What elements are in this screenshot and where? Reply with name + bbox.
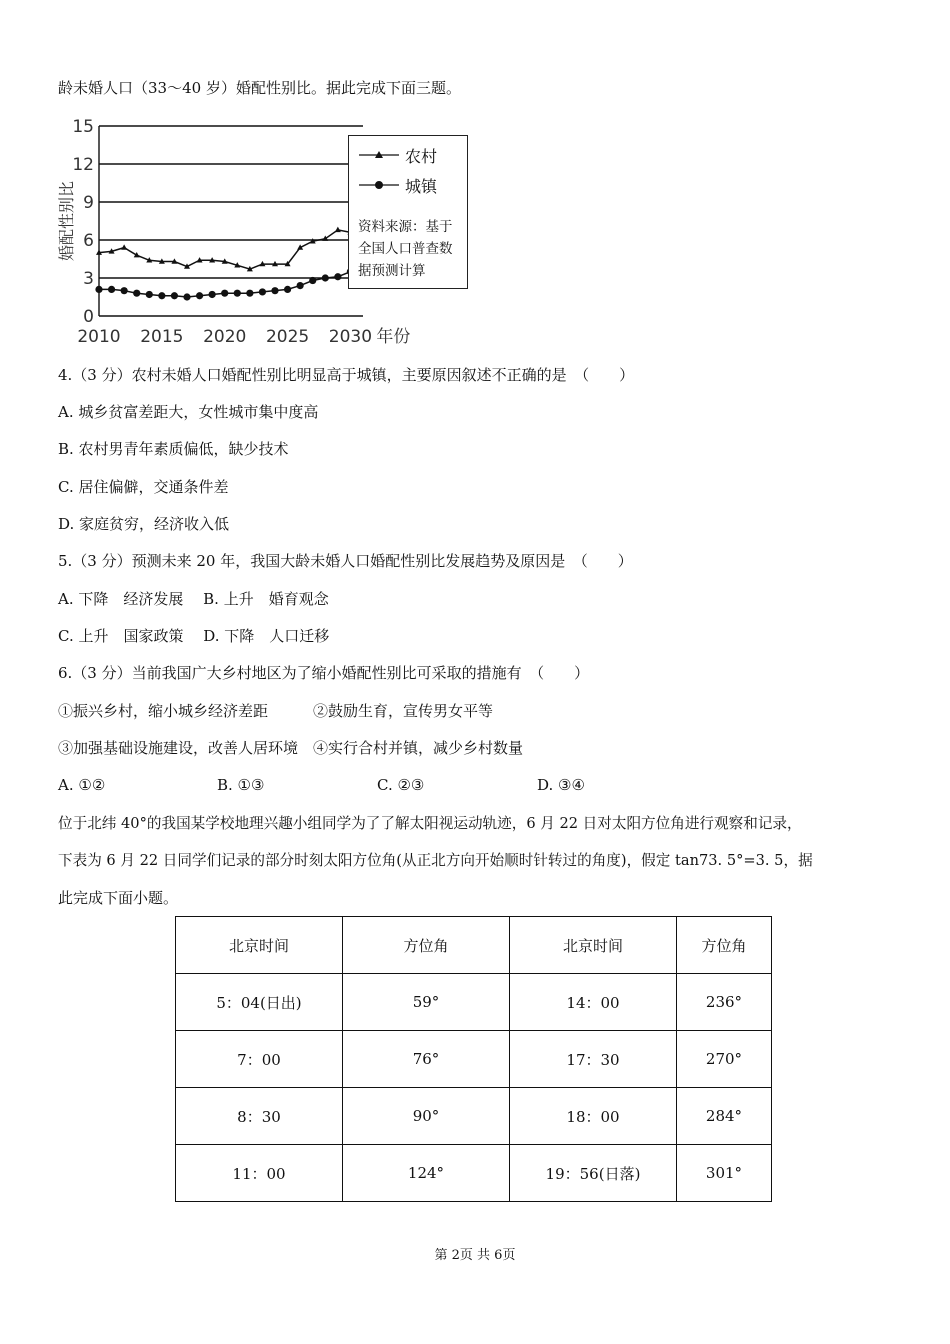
x-tick-label: 2015	[140, 327, 184, 347]
urban-data-point	[158, 292, 165, 299]
table-cell: 284°	[677, 1088, 772, 1145]
urban-data-point	[309, 277, 316, 284]
table-header-cell: 北京时间	[176, 917, 343, 974]
urban-data-point	[108, 286, 115, 293]
table-cell: 301°	[677, 1145, 772, 1202]
question-6-option-c: C. ②③	[377, 776, 425, 794]
urban-data-point	[334, 273, 341, 280]
legend-label-urban: 城镇	[405, 176, 438, 196]
table-row	[176, 1031, 772, 1088]
passage-line-3: 此完成下面小题。	[58, 889, 179, 907]
passage-line-2: 下表为 6 月 22 日同学们记录的部分时刻太阳方位角(从正北方向开始顺时针转过的角度)，假定 tan73. 5°=3. 5，据	[58, 852, 813, 869]
urban-data-point	[234, 290, 241, 297]
table-row	[176, 1088, 772, 1145]
sun-azimuth-table	[175, 916, 772, 1202]
question-6-option-b: B. ①③	[217, 776, 265, 794]
x-tick-label: 2020	[203, 327, 247, 347]
urban-data-point	[221, 290, 228, 297]
question-6-option-d: D. ③④	[537, 776, 585, 794]
table-cell: 59°	[343, 974, 510, 1031]
table-cell: 76°	[343, 1031, 510, 1088]
question-4-option-d: D. 家庭贫穷，经济收入低	[58, 515, 230, 533]
legend-entry-rural	[357, 144, 437, 166]
intro-line: 龄未婚人口（33～40 岁）婚配性别比。据此完成下面三题。	[58, 79, 461, 97]
y-axis-label: 婚配性别比	[57, 180, 76, 262]
table-cell: 124°	[343, 1145, 510, 1202]
page-footer: 第 2页 共 6页	[434, 1248, 516, 1263]
triangle-marker-icon	[357, 148, 401, 162]
urban-data-point	[322, 274, 329, 281]
question-4: 4.（3 分）农村未婚人口婚配性别比明显高于城镇，主要原因叙述不正确的是 （ ）	[58, 366, 635, 384]
question-4-option-b: B. 农村男青年素质偏低，缺少技术	[58, 440, 289, 458]
rural-series-line	[99, 226, 363, 269]
urban-data-point	[95, 286, 102, 293]
source-line-1: 资料来源：基于	[358, 219, 453, 235]
question-5-options-cd: C. 上升 国家政策 D. 下降 人口迁移	[58, 627, 330, 645]
table-header-row	[176, 917, 772, 974]
table-row	[176, 974, 772, 1031]
rural-data-point	[121, 244, 127, 249]
table-cell: 17：30	[510, 1031, 677, 1088]
source-line-3: 据预测计算	[358, 263, 426, 279]
urban-data-point	[271, 287, 278, 294]
x-axis-label: 年份	[376, 327, 411, 347]
y-tick-label: 15	[72, 117, 94, 137]
question-6-items-12: ①振兴乡村，缩小城乡经济差距 ②鼓励生育，宣传男女平等	[58, 702, 494, 720]
y-tick-label: 3	[83, 269, 94, 289]
urban-data-point	[246, 290, 253, 297]
y-tick-label: 12	[72, 155, 94, 175]
table-cell: 90°	[343, 1088, 510, 1145]
urban-data-point	[259, 288, 266, 295]
question-6-option-a: A. ①②	[58, 776, 106, 794]
urban-data-point	[146, 291, 153, 298]
table-cell: 236°	[677, 974, 772, 1031]
table-row	[176, 1145, 772, 1202]
table-header-cell: 北京时间	[510, 917, 677, 974]
table-cell: 11：00	[176, 1145, 343, 1202]
table-header-cell: 方位角	[677, 917, 772, 974]
chart-legend	[348, 135, 468, 289]
passage-line-1: 位于北纬 40°的我国某学校地理兴趣小组同学为了了解太阳视运动轨迹，6 月 22 日对太阳方位角进行观察和记录，	[58, 815, 802, 832]
table-cell: 14：00	[510, 974, 677, 1031]
circle-marker-icon	[357, 178, 401, 192]
legend-label-rural: 农村	[405, 146, 438, 166]
table-cell: 7：00	[176, 1031, 343, 1088]
source-line-2: 全国人口普查数	[358, 241, 453, 257]
question-5-options-ab: A. 下降 经济发展 B. 上升 婚育观念	[58, 590, 329, 608]
table-cell: 19：56(日落)	[510, 1145, 677, 1202]
urban-data-point	[196, 292, 203, 299]
table-cell: 8：30	[176, 1088, 343, 1145]
urban-data-point	[297, 282, 304, 289]
urban-data-point	[183, 293, 190, 300]
urban-data-point	[171, 292, 178, 299]
urban-data-point	[284, 286, 291, 293]
x-tick-label: 2025	[265, 327, 310, 347]
legend-entry-urban	[357, 174, 437, 196]
y-tick-label: 0	[83, 307, 94, 327]
table-cell: 5：04(日出)	[176, 974, 343, 1031]
x-tick-label: 2010	[77, 327, 121, 347]
y-tick-label: 9	[83, 193, 94, 213]
rural-data-point	[335, 227, 341, 232]
urban-data-point	[133, 290, 140, 297]
question-5: 5.（3 分）预测未来 20 年，我国大龄未婚人口婚配性别比发展趋势及原因是 （ ）	[58, 552, 633, 570]
question-4-option-c: C. 居住偏僻，交通条件差	[58, 478, 229, 496]
legend-source-note	[358, 216, 468, 282]
table-header-cell: 方位角	[343, 917, 510, 974]
urban-data-point	[209, 291, 216, 298]
table-cell: 270°	[677, 1031, 772, 1088]
urban-data-point	[121, 287, 128, 294]
question-6: 6.（3 分）当前我国广大乡村地区为了缩小婚配性别比可采取的措施有 （ ）	[58, 664, 590, 682]
y-tick-label: 6	[83, 231, 94, 251]
question-4-option-a: A. 城乡贫富差距大，女性城市集中度高	[58, 403, 319, 421]
table-cell: 18：00	[510, 1088, 677, 1145]
x-tick-label: 2030	[328, 327, 373, 347]
question-6-items-34: ③加强基础设施建设，改善人居环境 ④实行合村并镇，减少乡村数量	[58, 739, 524, 757]
